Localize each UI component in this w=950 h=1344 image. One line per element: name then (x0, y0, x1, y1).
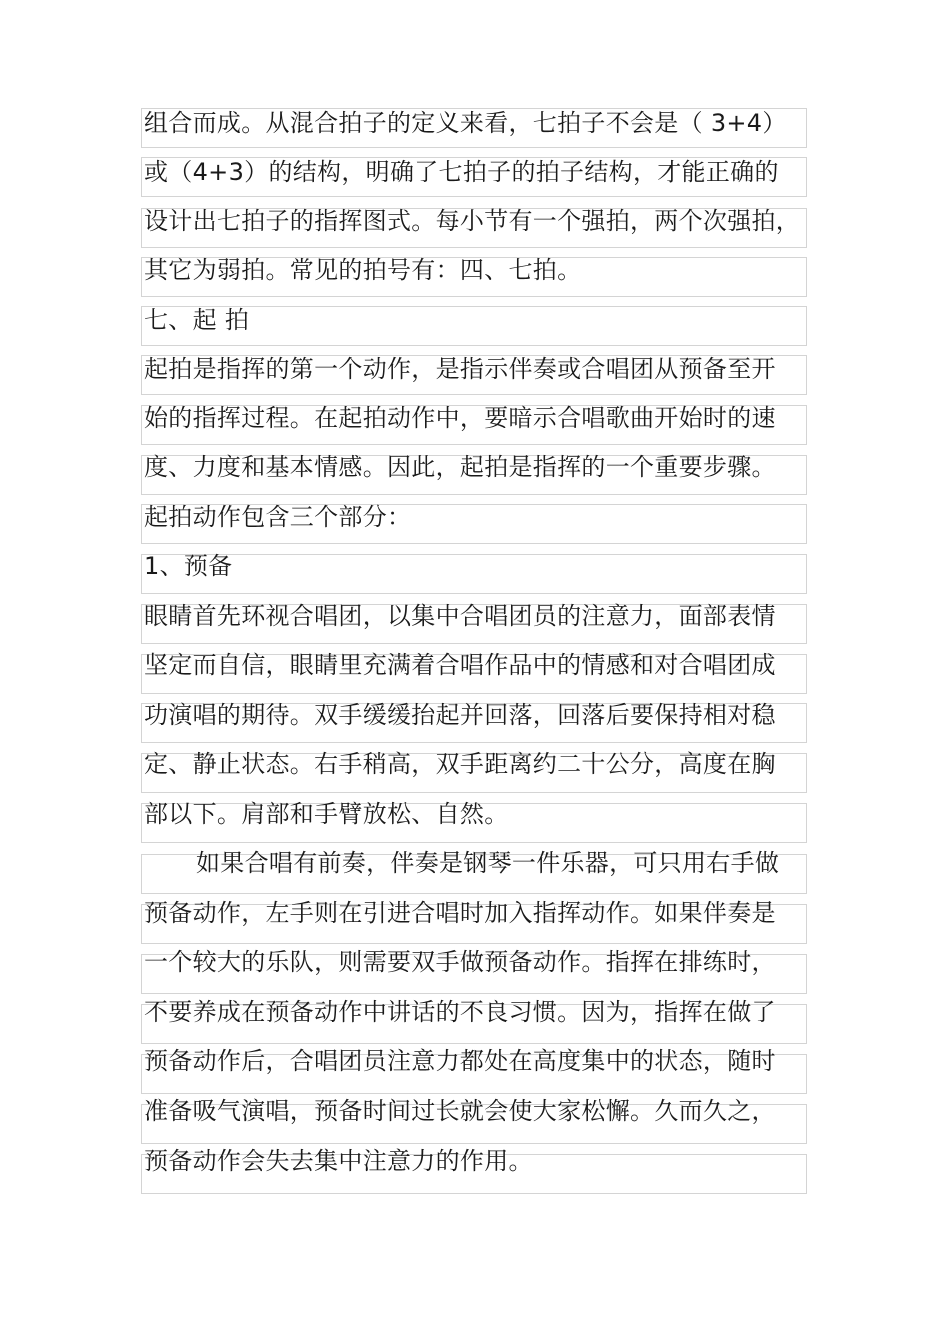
text-line: 其它为弱拍。常见的拍号有：四、七拍。 (144, 256, 582, 284)
text-line: 定、静止状态。右手稍高，双手距离约二十公分，高度在胸 (144, 750, 776, 778)
text-line: 设计出七拍子的指挥图式。每小节有一个强拍，两个次强拍， (144, 207, 801, 235)
text-line: 一个较大的乐队，则需要双手做预备动作。指挥在排练时， (144, 948, 776, 976)
text-line: 预备动作会失去集中注意力的作用。 (144, 1147, 533, 1175)
text-line: 功演唱的期待。双手缓缓抬起并回落，回落后要保持相对稳 (144, 701, 776, 729)
text-line: 坚定而自信，眼睛里充满着合唱作品中的情感和对合唱团成 (144, 651, 776, 679)
text-line: 预备动作后，合唱团员注意力都处在高度集中的状态，随时 (144, 1047, 776, 1075)
text-line: 眼睛首先环视合唱团，以集中合唱团员的注意力，面部表情 (144, 602, 776, 630)
text-line: 部以下。肩部和手臂放松、自然。 (144, 800, 509, 828)
text-line: 组合而成。从混合拍子的定义来看，七拍子不会是（ 3+4） (144, 109, 787, 137)
text-line: 不要养成在预备动作中讲话的不良习惯。因为，指挥在做了 (144, 998, 776, 1026)
text-line: 准备吸气演唱，预备时间过长就会使大家松懈。久而久之， (144, 1097, 776, 1125)
text-line: 度、力度和基本情感。因此，起拍是指挥的一个重要步骤。 (144, 453, 776, 481)
text-line: 起拍是指挥的第一个动作，是指示伴奏或合唱团从预备至开 (144, 355, 776, 383)
text-line: 如果合唱有前奏，伴奏是钢琴一件乐器，可只用右手做 (196, 849, 780, 877)
text-line: 起拍动作包含三个部分： (144, 503, 412, 531)
subsection-heading: 1、预备 (144, 552, 233, 580)
text-line: 或（4+3）的结构，明确了七拍子的拍子结构，才能正确的 (144, 158, 779, 186)
text-line: 预备动作，左手则在引进合唱时加入指挥动作。如果伴奏是 (144, 899, 776, 927)
text-line: 始的指挥过程。在起拍动作中，要暗示合唱歌曲开始时的速 (144, 404, 776, 432)
section-heading: 七、起 拍 (144, 306, 250, 334)
